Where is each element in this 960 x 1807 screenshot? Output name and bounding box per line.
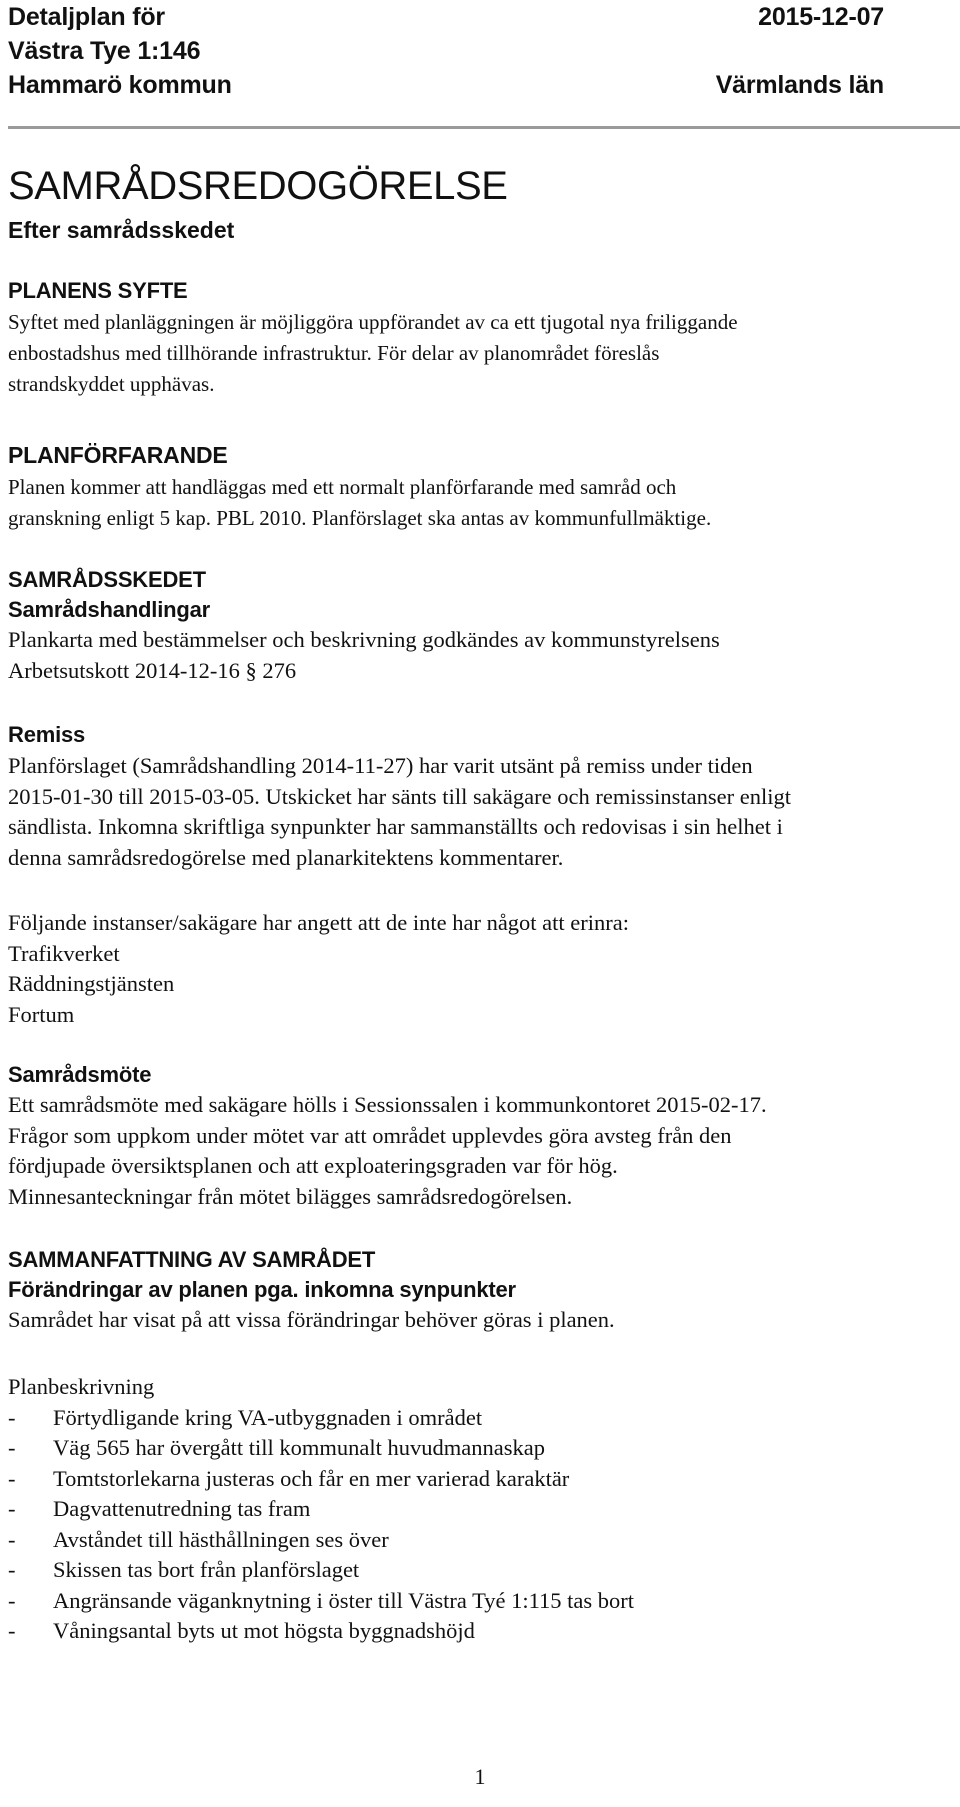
paragraph-line: Plankarta med bestämmelser och beskrivning godkändes av kommunstyrelsens <box>8 627 720 652</box>
section-subheading: Samrådshandlingar <box>8 597 210 622</box>
page-number: 1 <box>474 1764 486 1789</box>
header-plan-type: Detaljplan för <box>8 3 165 31</box>
document-subtitle: Efter samrådsskedet <box>8 217 235 243</box>
header-county: Värmlands län <box>715 71 884 99</box>
list-item <box>8 1403 928 1434</box>
header-right <box>716 0 884 102</box>
list-item <box>8 1433 928 1464</box>
paragraph-line: 2015-01-30 till 2015-03-05. Utskicket har sänts till sakägare och remissinstanser enligt <box>8 783 791 809</box>
paragraph-line: Ett samrådsmöte med sakägare hölls i Sessionssalen i kommunkontoret 2015-02-17. <box>8 1092 767 1117</box>
header-date: 2015-12-07 <box>758 3 884 31</box>
list-bullet: - <box>8 1465 16 1491</box>
list-title: Planbeskrivning <box>8 1374 155 1399</box>
paragraph-line: granskning enligt 5 kap. PBL 2010. Planförslaget ska antas av kommunfullmäktige. <box>8 506 712 530</box>
list-bullet: - <box>8 1526 16 1552</box>
section-heading: Remiss <box>8 722 86 747</box>
header-municipality: Hammarö kommun <box>8 71 232 99</box>
instance-item: Räddningstjänsten <box>8 971 175 996</box>
paragraph-line: sändlista. Inkomna skriftliga synpunkter har sammanställts och redovisas i sin helhet i <box>8 814 783 839</box>
section-forfarande <box>8 438 928 534</box>
section-samradsmote <box>8 1060 928 1212</box>
section-heading: Samrådsmöte <box>8 1062 152 1087</box>
no-objection-list <box>8 908 928 1030</box>
section-heading: SAMMANFATTNING AV SAMRÅDET <box>8 1247 376 1272</box>
paragraph-line: denna samrådsredogörelse med planarkitektens kommentarer. <box>8 844 564 870</box>
list-item-text: Dagvattenutredning tas fram <box>53 1496 311 1521</box>
header-plan-name: Västra Tye 1:146 <box>8 37 201 65</box>
list-item-text: Tomtstorlekarna justeras och får en mer varierad karaktär <box>53 1465 570 1491</box>
paragraph-line: strandskyddet upphävas. <box>8 372 215 396</box>
section-subheading: Förändringar av planen pga. inkomna synpunkter <box>8 1277 516 1302</box>
list-bullet: - <box>8 1557 16 1582</box>
list-item <box>8 1464 928 1495</box>
paragraph-line: Minnesanteckningar från mötet bilägges samrådsredogörelsen. <box>8 1183 573 1209</box>
header-spacer <box>716 34 884 68</box>
paragraph-line: enbostadshus med tillhörande infrastruktur. För delar av planområdet föreslås <box>8 341 660 365</box>
instance-item: Fortum <box>8 1001 75 1027</box>
list-item <box>8 1494 928 1525</box>
list-bullet: - <box>8 1435 16 1460</box>
section-remiss <box>8 718 928 873</box>
paragraph-line: Planförslaget (Samrådshandling 2014-11-27) har varit utsänt på remiss under tiden <box>8 753 753 778</box>
section-heading: PLANFÖRFARANDE <box>8 442 228 468</box>
list-item-text: Avståndet till hästhållningen ses över <box>53 1526 389 1552</box>
no-objection-intro: Följande instanser/sakägare har angett att de inte har något att erinra: <box>8 910 630 935</box>
section-syfte <box>8 275 928 400</box>
list-item <box>8 1525 928 1556</box>
section-heading: PLANENS SYFTE <box>8 278 188 303</box>
list-bullet: - <box>8 1496 16 1521</box>
document-title: SAMRÅDSREDOGÖRELSE <box>8 164 508 208</box>
list-item-text: Våningsantal byts ut mot högsta byggnadshöjd <box>53 1618 475 1643</box>
section-sammanfattning <box>8 1245 928 1336</box>
header-divider <box>8 126 960 129</box>
section-heading: SAMRÅDSSKEDET <box>8 567 206 592</box>
paragraph-line: Planen kommer att handläggas med ett normalt planförfarande med samråd och <box>8 475 677 499</box>
list-item <box>8 1586 928 1617</box>
paragraph-line: Samrådet har visat på att vissa förändringar behöver göras i planen. <box>8 1307 615 1332</box>
paragraph-line: Syftet med planläggningen är möjliggöra uppförandet av ca ett tjugotal nya friliggande <box>8 310 738 334</box>
list-item <box>8 1616 928 1647</box>
paragraph-line: Arbetsutskott 2014-12-16 § 276 <box>8 657 297 683</box>
paragraph-line: fördjupade översiktsplanen och att exploateringsgraden var för hög. <box>8 1153 618 1178</box>
list-item <box>8 1555 928 1586</box>
list-bullet: - <box>8 1404 16 1430</box>
list-bullet: - <box>8 1587 16 1613</box>
list-item-text: Angränsande väganknytning i öster till Västra Tyé 1:115 tas bort <box>53 1587 635 1613</box>
header-left <box>8 0 232 102</box>
change-list <box>8 1403 928 1647</box>
list-item-text: Väg 565 har övergått till kommunalt huvudmannaskap <box>53 1435 545 1460</box>
planbeskrivning-block <box>8 1372 928 1647</box>
instance-item: Trafikverket <box>8 940 120 966</box>
list-item-text: Förtydligande kring VA-utbyggnaden i området <box>53 1404 483 1430</box>
list-item-text: Skissen tas bort från planförslaget <box>53 1557 360 1582</box>
paragraph-line: Frågor som uppkom under mötet var att området upplevdes göra avsteg från den <box>8 1122 732 1148</box>
document-page <box>8 0 952 1807</box>
section-samradsskedet <box>8 565 928 686</box>
list-bullet: - <box>8 1618 16 1643</box>
